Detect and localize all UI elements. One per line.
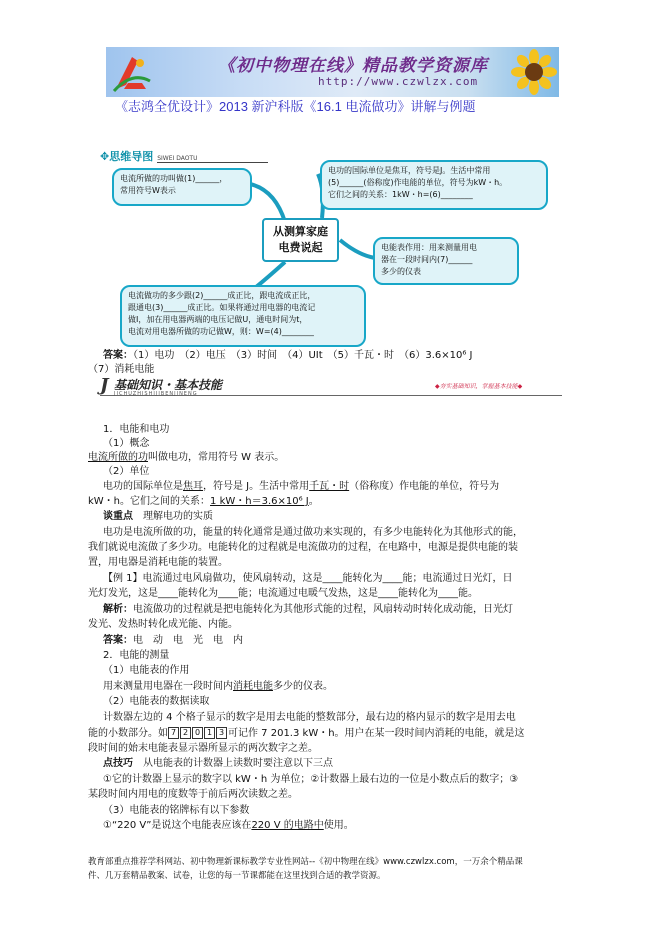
underlined-answer: 焦耳 [183, 481, 203, 492]
paragraph-text: ，符号是 J。生活中常用 [203, 481, 310, 492]
analysis-text: 电流做功的过程就是把电能转化为其他形式能的过程，风扇转动时转化成动能，日光灯 [133, 604, 513, 615]
paragraph: 置，用电器是消耗电能的装置。 [88, 557, 228, 568]
paragraph-text: ①“220 V”是说这个电能表应该在 [103, 820, 252, 831]
subheading: （1）电能表的作用 [103, 665, 190, 676]
answer-text: 电 动 电 光 电 内 [133, 635, 243, 646]
mindmap-box-text: 常用符号W表示 [120, 186, 176, 195]
analysis-label: 解析： [103, 604, 133, 615]
section-slogan: ◆夯实基础知识，掌握基本技能◆ [435, 383, 523, 390]
paragraph: ①它的计数器上显示的数字以 kW・h 为单位；②计数器上最右边的一位是小数点后的数字；③ [103, 774, 519, 785]
mindmap-center-text: 从测算家庭 [273, 225, 328, 238]
paragraph-text: 用来测量用电器在一段时间内 [103, 681, 233, 692]
paragraph-text: 可记作 7 201.3 kW・h。用户在某一段时间内消耗的电能，就是这 [228, 728, 525, 739]
meter-digit-display [168, 728, 228, 739]
subheading: （1）概念 [103, 438, 150, 449]
mindmap-heading-icon: ✥ [100, 150, 110, 163]
paragraph [103, 480, 499, 494]
subheading: （3）电能表的铭牌标有以下参数 [103, 805, 250, 816]
meter-digit: 3 [216, 727, 227, 739]
heading-1: 1．电能和电功 [103, 424, 170, 435]
section-header-bar [100, 375, 562, 396]
mindmap-box-unit [320, 160, 548, 210]
site-url[interactable]: http://www.czwlzx.com [318, 75, 479, 88]
mindmap-heading-pinyin: SIWEI DAOTU [157, 155, 267, 163]
underlined-answer: 220 V 的电路中 [251, 820, 324, 831]
mindmap-box-text: 多少的仪表 [381, 267, 421, 276]
analysis: 发光、发热时转化成光能、内能。 [88, 619, 238, 630]
meter-digit: 0 [192, 727, 203, 739]
mindmap-box-text: 电功的国际单位是焦耳，符号是J。生活中常用 [328, 166, 491, 175]
logo-icon [112, 51, 152, 93]
paragraph-text: kW・h。它们之间的关系： [88, 496, 211, 507]
paragraph: 电功是电流所做的功，能量的转化通常是通过做功来实现的，有多少电能转化为其他形式的能， [103, 527, 523, 538]
mindmap-box-factors [120, 285, 366, 347]
answer-label: 答案： [103, 350, 133, 361]
mindmap-box-text: 电流对用电器所做的功记做W，则：W=(4)________ [128, 327, 314, 336]
example-answer [103, 634, 243, 648]
mindmap-box-text: 它们之间的关系：1kW・h=(6)________ [328, 190, 473, 199]
tip-label: 谈重点 [103, 511, 133, 522]
example-question: 光灯发光，这是____能转化为____能；电流通过电暖气发热，这是____能转化为____能。 [88, 588, 478, 599]
paragraph [88, 451, 284, 465]
tip-text: 从电能表的计数器上读数时要注意以下三点 [133, 758, 333, 769]
mindmap-answer [103, 346, 473, 361]
tip-heading [103, 757, 333, 771]
mindmap-branch-line [250, 184, 285, 222]
mindmap-box-text: 电能表作用：用来测量用电 [381, 243, 477, 252]
paragraph [88, 727, 525, 741]
footer-line: 件、几万套精品教案、试卷，让您的每一节课都能在这里找到合适的教学资源。 [88, 871, 386, 881]
paragraph [88, 495, 319, 509]
mindmap-center-text: 电费说起 [278, 241, 323, 254]
paragraph-text: 叫做电功，常用符号 W 表示。 [148, 452, 285, 463]
meter-digit: 1 [204, 727, 215, 739]
site-name: 《初中物理在线》精品教学资源库 [218, 56, 488, 76]
underlined-answer: 千瓦・时 [309, 481, 350, 492]
paragraph-text: 电功的国际单位是 [103, 481, 183, 492]
tip-heading [103, 510, 213, 524]
mindmap-box-text: 电流做功的多少跟(2)______成正比，跟电流成正比， [128, 291, 316, 300]
underlined-answer: 电流所做的功 [88, 452, 148, 463]
heading-2: 2．电能的测量 [103, 650, 170, 661]
footer-line: 教育部重点推荐学科网站、初中物理新课标教学专业性网站--《初中物理在线》www.czwlzx.com，一万余个精品课 [88, 857, 523, 867]
example-question: 【例 1】电流通过电风扇做功，使风扇转动，这是____能转化为____能；电流通过日光灯，日 [103, 573, 513, 584]
mindmap-answer-continued: （7）消耗电能 [88, 364, 155, 375]
section-pinyin: JICHUZHISHIJIBENJINENG [114, 391, 198, 397]
mindmap-box-text: 跟通电(3)______成正比。如果将通过用电器的电流记 [128, 303, 316, 312]
paragraph-text: 多少的仪表。 [273, 681, 333, 692]
underlined-answer: 1 kW・h＝3.6×10⁶ J [210, 496, 309, 507]
mindmap-branch-line [340, 240, 375, 258]
mindmap-box-text: 做I，加在用电器两端的电压记做U，通电时间为t， [128, 315, 308, 324]
paragraph [103, 819, 354, 833]
paragraph-text: 。 [308, 496, 319, 507]
header-banner [106, 47, 559, 97]
page-footer [88, 855, 588, 883]
paragraph-text: 能的小数部分。如 [88, 728, 168, 739]
paragraph [103, 680, 333, 694]
underlined-answer: 消耗电能 [233, 681, 273, 692]
section-title: 基础知识・基本技能 [114, 378, 223, 392]
mindmap-box-text: 电流所做的功叫做(1)______， [120, 174, 228, 183]
tip-label: 点技巧 [103, 758, 133, 769]
mindmap-box-definition [112, 168, 252, 206]
subheading: （2）单位 [103, 466, 150, 477]
paragraph-text: 使用。 [323, 820, 354, 831]
answer-label: 答案： [103, 635, 133, 646]
meter-digit: 7 [168, 727, 179, 739]
analysis [103, 603, 513, 617]
mindmap-center-topic [262, 218, 339, 262]
paragraph-text: （俗称度）作电能的单位，符号为 [349, 481, 500, 492]
mindmap-box-text: (5)______(俗称度)作电能的单位，符号为kW・h。 [328, 178, 508, 187]
paragraph: 计数器左边的 4 个格子显示的数字是用去电能的整数部分，最右边的格内显示的数字是用去电 [103, 712, 516, 723]
mindmap-heading-text: 思维导图 [109, 150, 154, 163]
mindmap-box-text: 器在一段时间内(7)______ [381, 255, 473, 264]
mindmap-box-meter [373, 237, 519, 285]
answer-text: （1）电功 （2）电压 （3）时间 （4）UIt （5）千瓦・时 （6）3.6×10⁶ J [133, 350, 473, 361]
paragraph: 某段时间内用电的度数等于前后两次读数之差。 [88, 789, 298, 800]
paragraph: 我们就说电流做了多少功。电能转化的过程就是电流做功的过程，在电路中，电源是提供电能的装 [88, 542, 518, 553]
subheading: （2）电能表的数据读取 [103, 696, 210, 707]
tip-text: 理解电功的实质 [133, 511, 213, 522]
sunflower-icon [511, 49, 557, 95]
section-j-icon: J [100, 375, 109, 396]
paragraph: 段时间的始末电能表显示器所显示的两次数字之差。 [88, 743, 318, 754]
document-title: 《志鸿全优设计》2013 新沪科版《16.1 电流做功》讲解与例题 [115, 99, 476, 114]
meter-digit: 2 [180, 727, 191, 739]
